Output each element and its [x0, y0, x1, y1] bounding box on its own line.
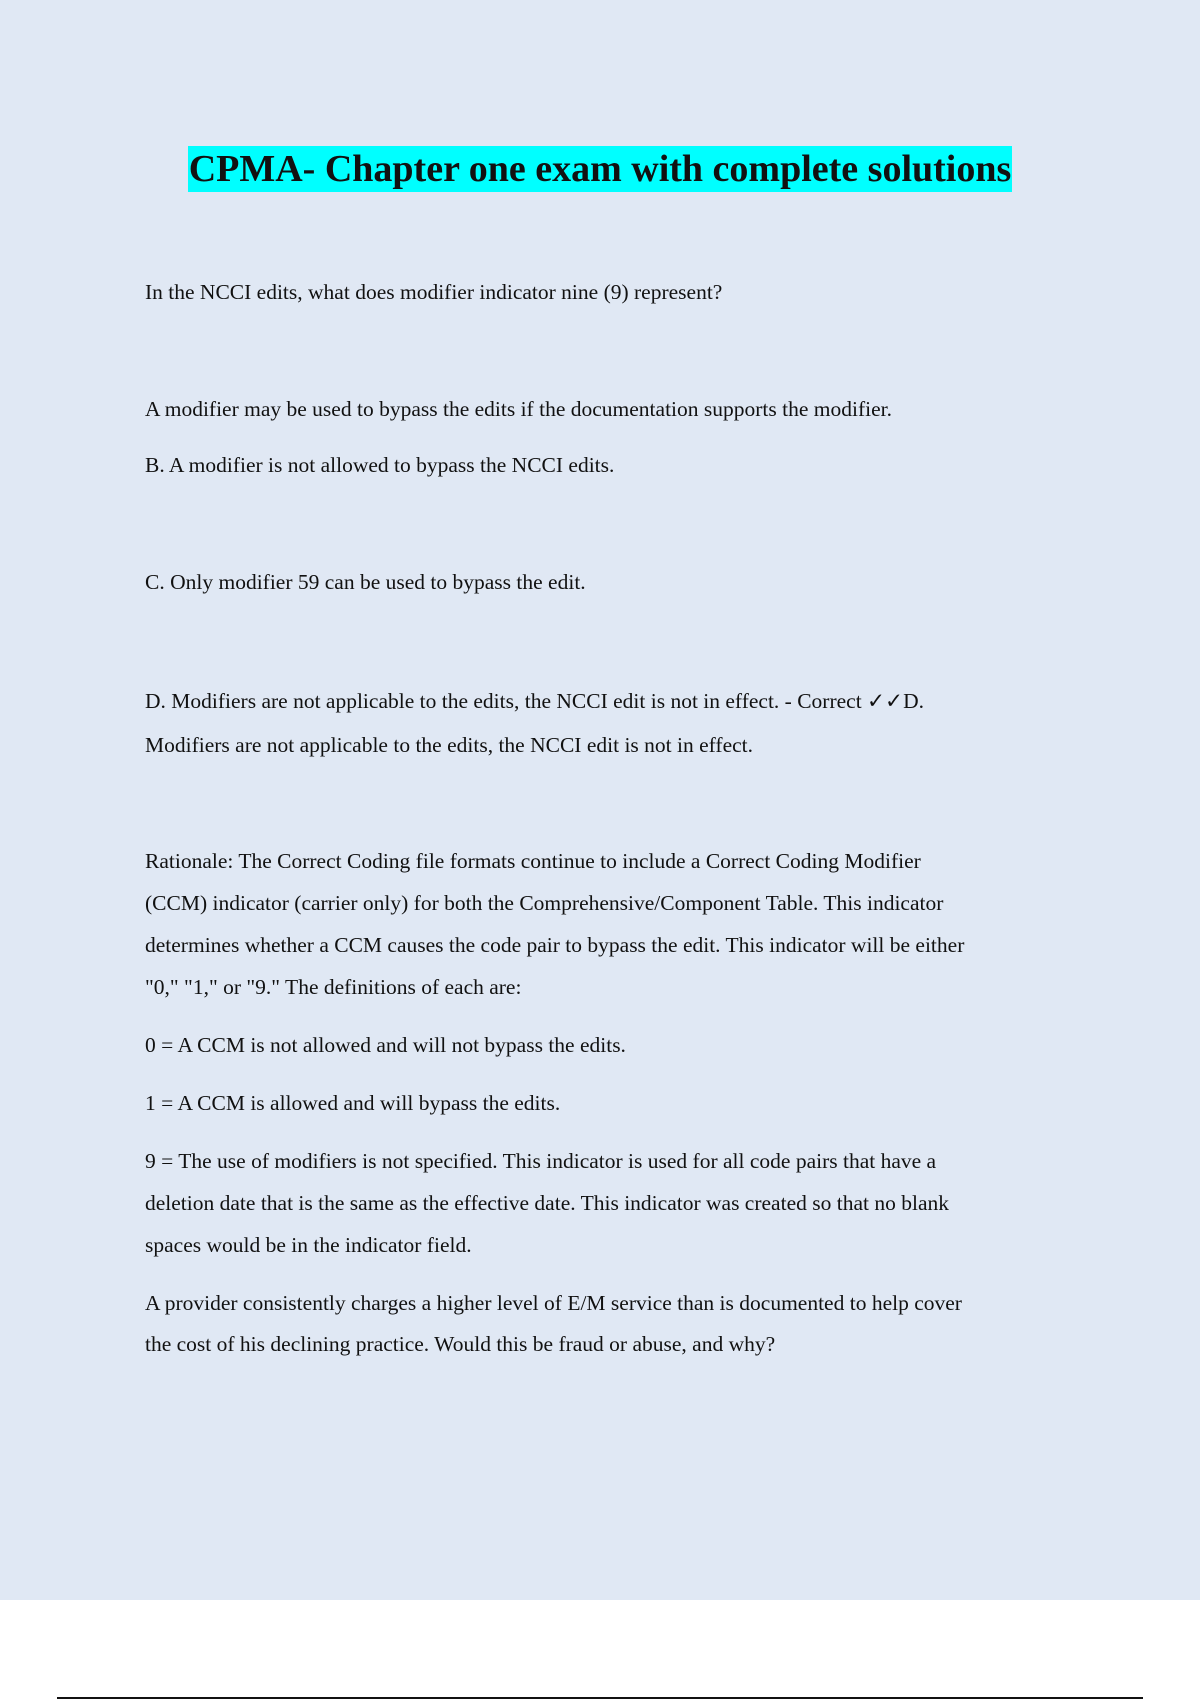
rationale-line-1: Rationale: The Correct Coding file formats continue to include a Correct Coding Modifier [145, 849, 921, 873]
question-2-line-1: A provider consistently charges a higher level of E/M service than is documented to help cover [145, 1291, 962, 1315]
rationale-line-4: "0," "1," or "9." The definitions of each are: [145, 975, 522, 999]
document-title: CPMA- Chapter one exam with complete solutions [188, 148, 1012, 190]
definition-0: 0 = A CCM is not allowed and will not bypass the edits. [145, 1033, 626, 1057]
definition-9-line-2: deletion date that is the same as the effective date. This indicator was created so that no blank [145, 1191, 949, 1215]
option-b: B. A modifier is not allowed to bypass the NCCI edits. [145, 453, 615, 477]
question-2-line-2: the cost of his declining practice. Would this be fraud or abuse, and why? [145, 1332, 776, 1356]
footer-divider [57, 1697, 1143, 1699]
option-a: A modifier may be used to bypass the edits if the documentation supports the modifier. [145, 397, 892, 421]
definition-9-line-3: spaces would be in the indicator field. [145, 1233, 472, 1257]
rationale-line-3: determines whether a CCM causes the code pair to bypass the edit. This indicator will be either [145, 933, 965, 957]
title-wrap [0, 146, 1200, 192]
option-c: C. Only modifier 59 can be used to bypass the edit. [145, 570, 586, 594]
rationale-line-2: (CCM) indicator (carrier only) for both the Comprehensive/Component Table. This indicator [145, 891, 944, 915]
definition-1: 1 = A CCM is allowed and will bypass the edits. [145, 1091, 561, 1115]
option-d-line-2: Modifiers are not applicable to the edits, the NCCI edit is not in effect. [145, 733, 754, 757]
option-d-line-1: D. Modifiers are not applicable to the edits, the NCCI edit is not in effect. - Correct ✓✓D. [145, 689, 924, 713]
definition-9-line-1: 9 = The use of modifiers is not specified. This indicator is used for all code pairs that have a [145, 1149, 937, 1173]
question-1: In the NCCI edits, what does modifier indicator nine (9) represent? [145, 280, 723, 304]
